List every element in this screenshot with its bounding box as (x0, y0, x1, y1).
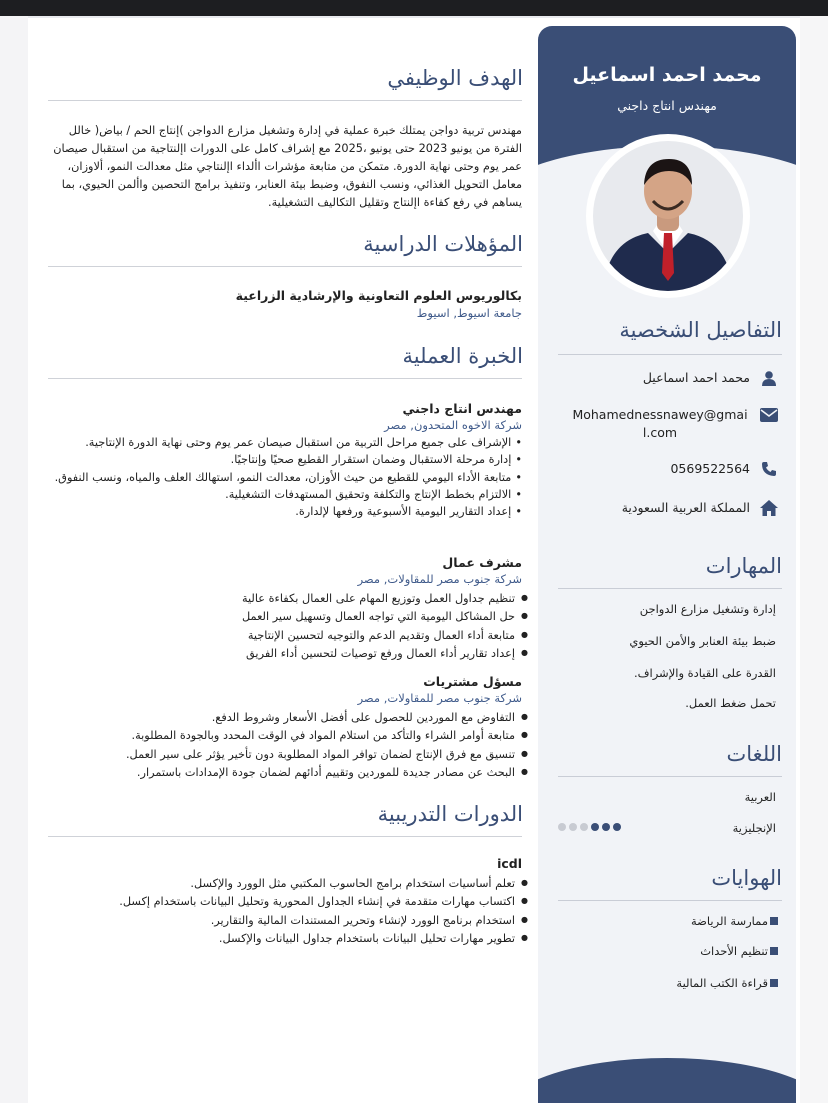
skill-item: القدرة على القيادة والإشراف. (633, 666, 776, 680)
skills-title: المهارات (705, 554, 782, 578)
job-role: مشرف عمال (442, 555, 522, 570)
list-item: • الإشراف على جميع مراحل التربية من استقبال صيصان عمر يوم وحتى نهاية الدورة الإنتاجية. (48, 434, 522, 451)
list-item: • إدارة مرحلة الاستقبال وضمان استقرار القطيع صحيًا وإنتاجيًا. (48, 451, 522, 468)
detail-email[interactable]: Mohamednessnawey@gmail.com (572, 407, 748, 440)
language-english: الإنجليزية (732, 821, 776, 835)
language-level-dots (558, 823, 621, 831)
list-item: ● متابعة أداء العمال وتقديم الدعم والتوجيه لتحسين الإنتاجية (58, 626, 528, 644)
course-name: icdl (497, 856, 522, 871)
list-item: • الالتزام بخطط الإنتاج والتكلفة وتحقيق المستهدفات التشغيلية. (48, 486, 522, 503)
education-school: جامعة اسيوط, اسيوط (416, 306, 522, 320)
list-item: ● تنظيم جداول العمل وتوزيع المهام على العمال بكفاءة عالية (58, 589, 528, 607)
divider (48, 100, 522, 101)
job-company: شركة جنوب مصر للمقاولات, مصر (357, 691, 522, 705)
education-degree: بكالوريوس العلوم التعاونية والإرشادية الزراعية (235, 288, 522, 303)
divider (558, 776, 782, 777)
hobby-item (558, 976, 778, 990)
list-item: ● استخدام برنامج الوورد لإنشاء وتحرير المستندات المالية والتقارير. (58, 911, 528, 929)
job-bullets (48, 434, 522, 520)
list-item: • إعداد التقارير اليومية الأسبوعية ورفعها لإلدارة. (48, 503, 522, 520)
job-company: شركة الاخوه المتحدون, مصر (384, 418, 522, 432)
list-item: ● تنسيق مع فرق الإنتاج لضمان توافر المواد المطلوبة دون تأخير يؤثر على سير العمل. (58, 745, 528, 763)
home-icon (760, 499, 778, 517)
language-arabic: العربية (744, 790, 776, 804)
job-role: مسؤل مشتريات (423, 674, 522, 689)
detail-phone-row (558, 460, 778, 478)
list-item: ● التفاوض مع الموردين للحصول على أفضل الأسعار وشروط الدفع. (58, 708, 528, 726)
hobby-item (558, 914, 778, 928)
list-item: ● تعلم أساسيات استخدام برامج الحاسوب المكتبي مثل الوورد والإكسل. (58, 874, 528, 892)
hobby-label: قراءة الكتب المالية (676, 976, 768, 990)
languages-title: اللغات (726, 742, 782, 766)
divider (558, 900, 782, 901)
right-margin (800, 16, 828, 1103)
divider (558, 588, 782, 589)
list-item: ● البحث عن مصادر جديدة للموردين وتقييم أدائهم لضمان جودة الإمدادات باستمرار. (58, 763, 528, 781)
hobby-label: ممارسة الرياضة (690, 914, 768, 928)
hobby-item (558, 944, 778, 958)
left-margin (0, 16, 28, 1103)
list-item: ● تطوير مهارات تحليل البيانات باستخدام جداول البيانات والإكسل. (58, 929, 528, 947)
user-icon (760, 369, 778, 387)
window-top-bar (0, 0, 828, 16)
objective-text: مهندس تربية دواجن يمتلك خبرة عملية في إدارة وتشغيل مزارع الدواجن )إنتاج الحم / بياض( خالل الفترة من يونيو 2023 حتى يونيو ،2025 مع إشراف كامل على الدورات اإلنتاجية من استقبال صيصان عمر يوم وحتى نهاية الدورة. متمكن من متابعة مؤشرات األداء اإلنتاجي مثل معدالت النمو، ألاوزان، معامل التحويل الغذائي، ونسب النفوق، وضبط بيئة العنابر، وتنفيذ برامج التحصين واألمن الحيوي، بما يساهم في رفع كفاءة اإلنتاج وتقليل التكاليف التشغيلية. (53, 124, 522, 209)
level-dot (580, 823, 588, 831)
phone-icon (760, 460, 778, 478)
bullet-square-icon (770, 917, 778, 925)
bullet-square-icon (770, 947, 778, 955)
job-bullets (58, 589, 528, 662)
job-bullets (58, 708, 528, 781)
skill-item: تحمل ضغط العمل. (685, 696, 776, 710)
course-bullets (58, 874, 528, 947)
envelope-icon (760, 406, 778, 424)
experience-title: الخبرة العملية (402, 344, 523, 368)
education-title: المؤهلات الدراسية (363, 232, 523, 256)
list-item: • متابعة الأداء اليومي للقطيع من حيث الأوزان، معدالت النمو، استهالك العلف والمياه، ونسب النفوق. (48, 469, 522, 486)
level-dot (613, 823, 621, 831)
detail-email-row (558, 406, 778, 442)
sidebar-footer (538, 1058, 796, 1103)
level-dot (591, 823, 599, 831)
level-dot (558, 823, 566, 831)
skill-item: ضبط بيئة العنابر والأمن الحيوي (629, 634, 776, 648)
list-item: ● إعداد تقارير أداء العمال ورفع توصيات لتحسين أداء الفريق (58, 644, 528, 662)
detail-country-row (558, 499, 778, 517)
divider (48, 836, 522, 837)
divider (48, 378, 522, 379)
job-title: مهندس انتاج داجني (617, 98, 717, 113)
bullet-square-icon (770, 979, 778, 987)
list-item: ● حل المشاكل اليومية التي تواجه العمال وتسهيل سير العمل (58, 607, 528, 625)
list-item: ● متابعة أوامر الشراء والتأكد من استلام المواد في الوقت المحدد وبالجودة المطلوبة. (58, 726, 528, 744)
avatar (593, 141, 743, 291)
hobbies-title: الهوايات (711, 866, 782, 890)
detail-country: المملكة العربية السعودية (621, 500, 750, 515)
level-dot (569, 823, 577, 831)
detail-phone[interactable]: 0569522564 (670, 461, 750, 476)
person-name: محمد احمد اسماعيل (572, 64, 762, 86)
skill-item: إدارة وتشغيل مزارع الدواجن (639, 602, 776, 616)
objective-title: الهدف الوظيفي (387, 66, 523, 90)
job-company: شركة جنوب مصر للمقاولات, مصر (357, 572, 522, 586)
level-dot (602, 823, 610, 831)
sidebar (538, 26, 796, 1103)
detail-name-row (558, 369, 778, 387)
hobby-label: تنظيم الأحداث (700, 944, 768, 958)
courses-title: الدورات التدريبية (377, 802, 523, 826)
list-item: ● اكتساب مهارات متقدمة في إنشاء الجداول المحورية وتحليل البيانات باستخدام إكسل. (58, 892, 528, 910)
divider (48, 266, 522, 267)
personal-details-title: التفاصيل الشخصية (619, 318, 782, 342)
detail-name: محمد احمد اسماعيل (642, 370, 750, 385)
job-role: مهندس انتاج داجني (402, 401, 522, 416)
divider (558, 354, 782, 355)
